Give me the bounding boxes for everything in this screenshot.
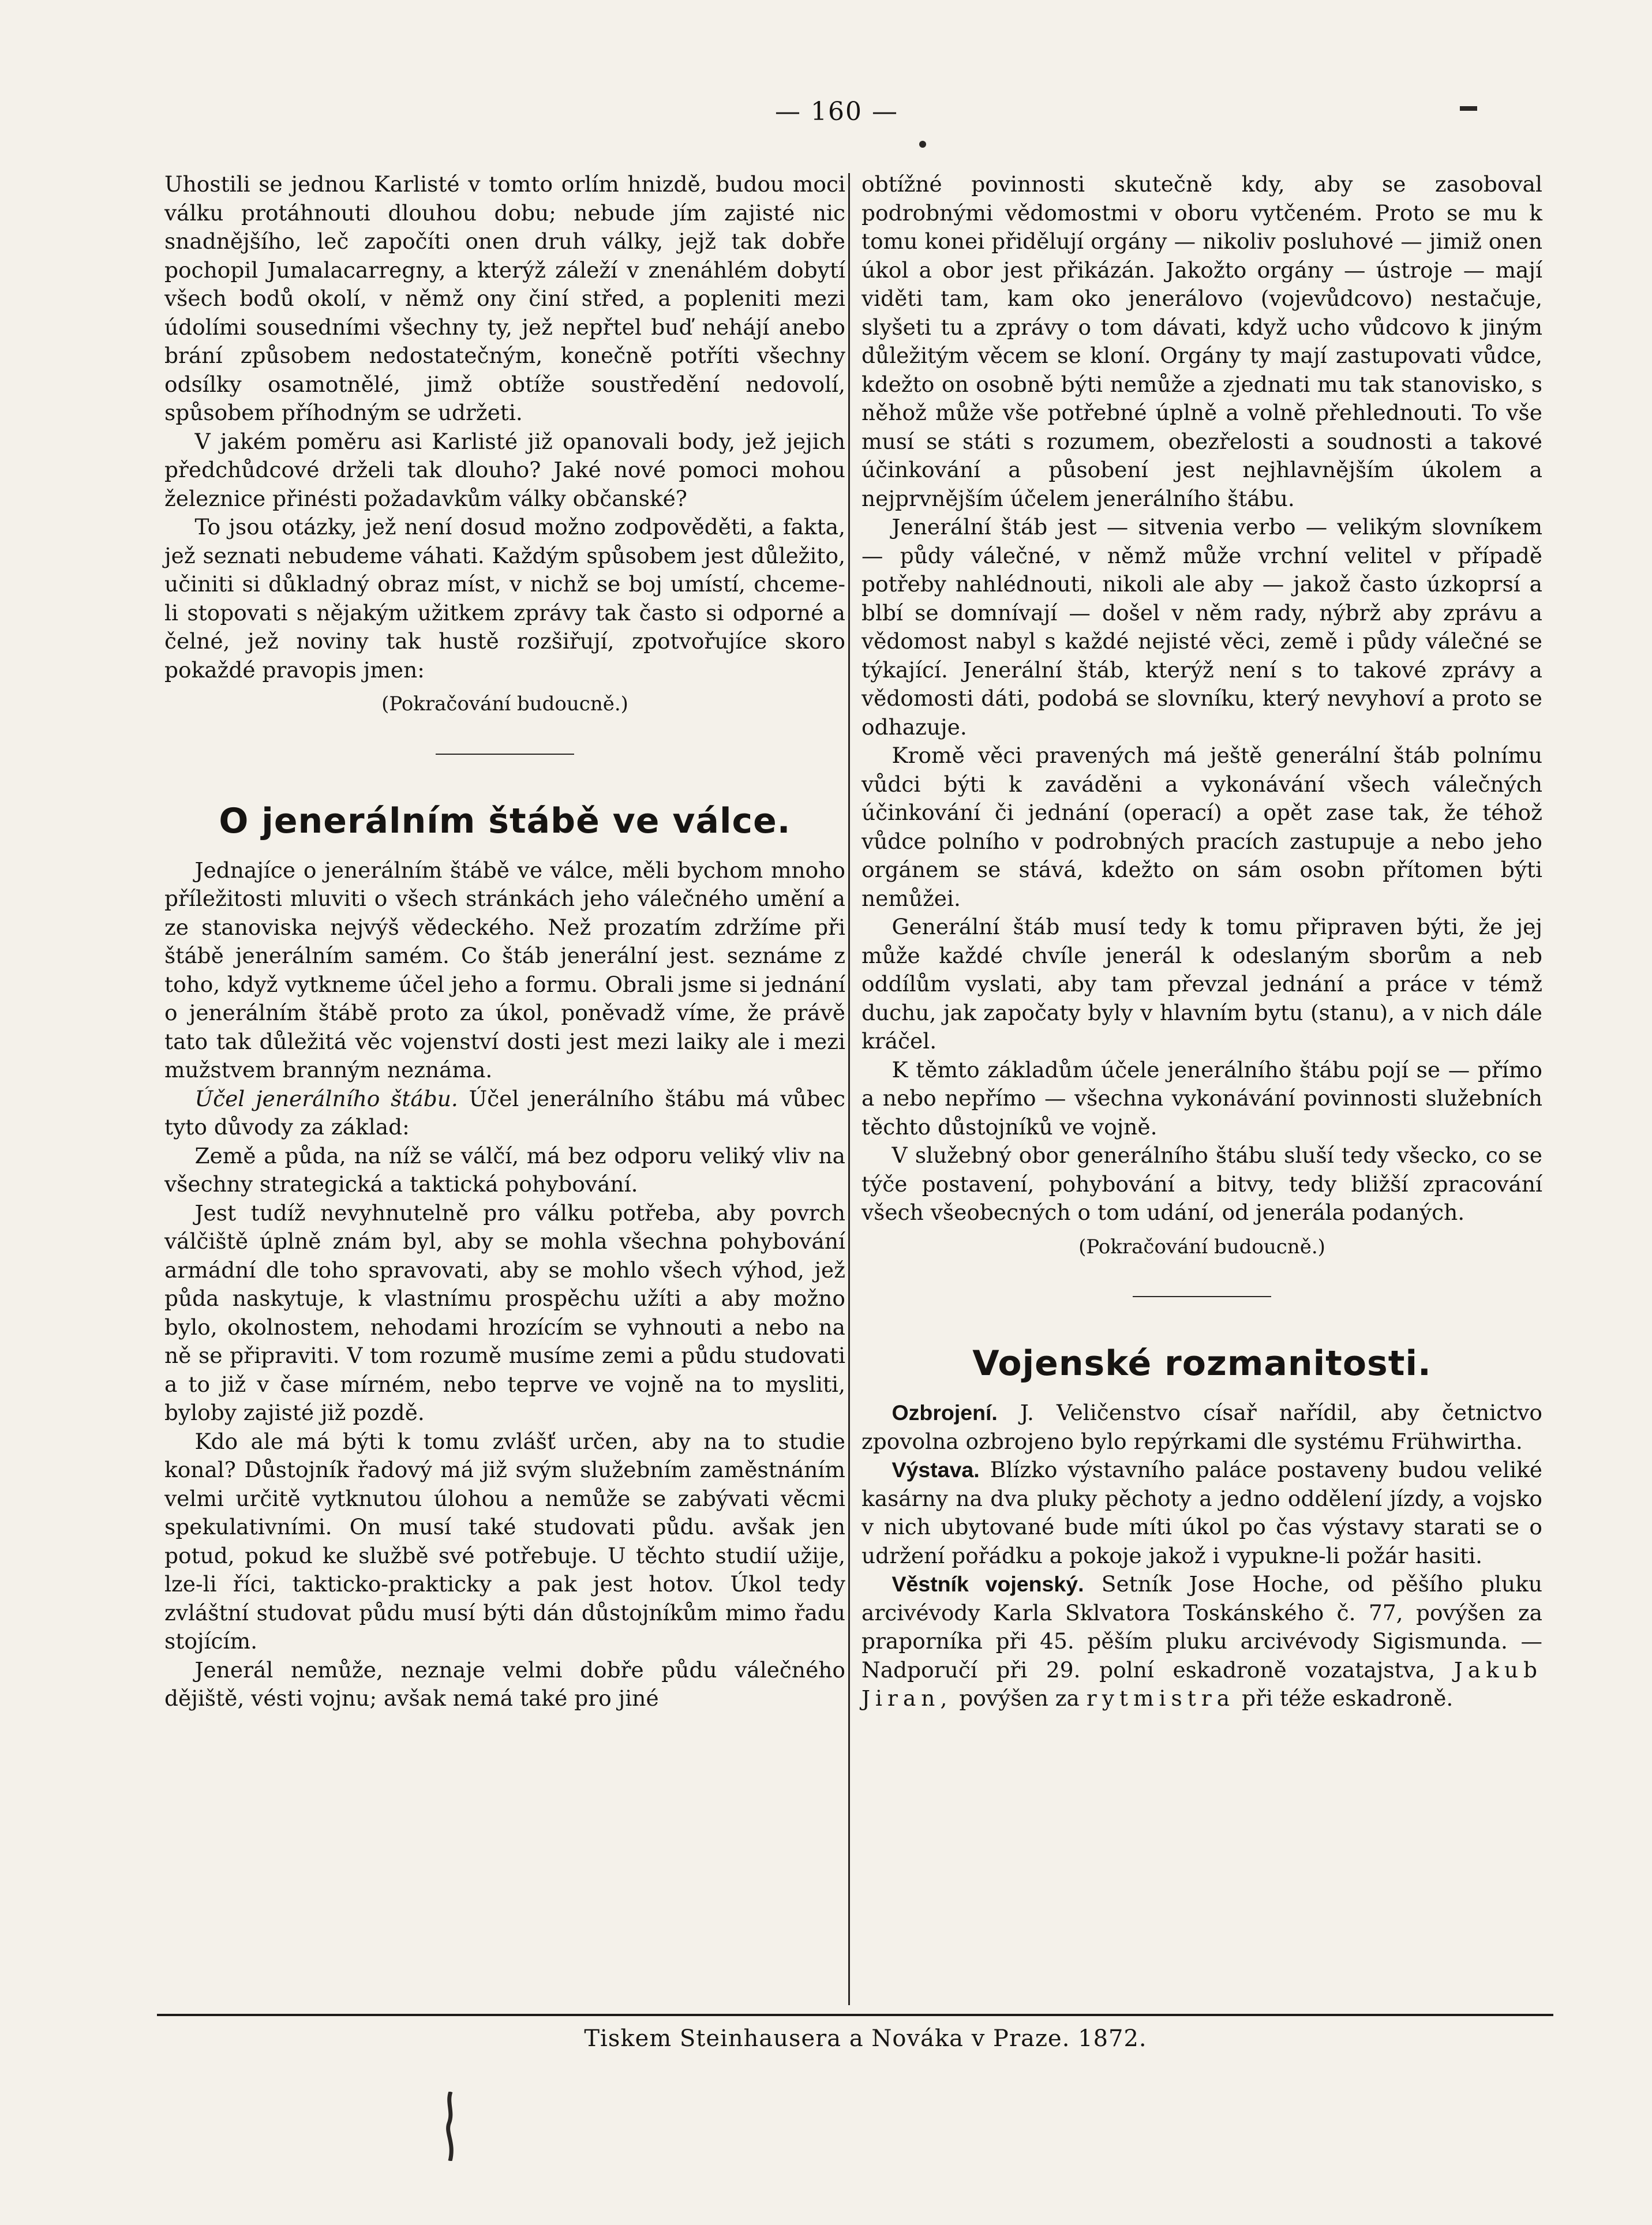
paragraph: Kdo ale má býti k tomu zvlášť určen, aby na to studie konal? Důstojník řadový má již svým služebním zaměstnáním velmi určitě vytknutou úlohou a nemůže se zabývati věcmi spekulativními. On musí také studovati půdu. avšak jen potud, pokud ke službě své potřebuje. U těchto studií užije, lze-li říci, takticko-prakticky a pak jest hotov. Úkol tedy zvláštní studovat půdu musí býti dán důstojníkům mimo řadu stojícím. xyxy=(164,1428,845,1654)
person-name: Jakub Jiran, xyxy=(861,1657,1542,1711)
left-column xyxy=(164,170,845,1713)
notice-text: při téže eskadroně. xyxy=(1242,1685,1454,1711)
section-divider xyxy=(436,754,574,755)
paragraph: K těmto základům účele jenerálního štábu pojí se — přímo a nebo nepřímo — všechna vykonávání povinnosti služebních těchto důstojníků ve vojně. xyxy=(861,1057,1542,1140)
paragraph: Země a půda, na níž se válčí, má bez odporu veliký vliv na všechny strategická a taktická pohybování. xyxy=(164,1143,845,1197)
purpose-heading: Účel jenerálního štábu. xyxy=(194,1085,458,1111)
paragraph: Generální štáb musí tedy k tomu připraven býti, že jej může každé chvíle jenerál k odeslaným sborům a neb oddílům vyslati, aby tam převzal jednání a práce v témž duchu, jak započaty byly v hlavním bytu (stanu), a v nich dále kráčel. xyxy=(861,914,1542,1054)
notice-text: Blízko výstavního paláce postaveny budou veliké kasárny na dva pluky pěchoty a jedno oddělení jízdy, a vojsko v nich ubytované bude míti úkol po čas výstavy starati se o udržení pořádku a pokoje jakož i vypukne-li požár hasiti. xyxy=(861,1457,1542,1568)
misc-title: Vojenské rozmanitosti. xyxy=(972,1343,1432,1384)
notice xyxy=(861,1456,1542,1570)
article-title: O jenerálním štábě ve válce. xyxy=(219,800,791,841)
continuation-note: (Pokračování budoucně.) xyxy=(381,692,628,716)
page-number: — 160 — xyxy=(775,97,898,126)
right-column xyxy=(861,170,1542,1713)
paragraph: V jakém poměru asi Karlisté již opanovali body, jež jejich předchůdcové drželi tak dlouho? Jaké nové pomoci mohou železnice přinésti požadavkům války občanské? xyxy=(164,428,845,511)
notice-kicker: Ozbrojení. xyxy=(891,1400,998,1425)
section-divider xyxy=(1133,1296,1271,1297)
paragraph-purpose xyxy=(164,1085,845,1142)
paragraph: V služebný obor generálního štábu sluší tedy všecko, co se týče postavení, pohybování a bitvy, tedy bližší zpracování všech všeobecných o tom udání, od jenerála podaných. xyxy=(861,1143,1542,1225)
rank-name: rytmistra xyxy=(1086,1685,1235,1711)
paragraph: obtížné povinnosti skutečně kdy, aby se zasoboval podrobnými vědomostmi v oboru vytčeném. Proto se mu k tomu konei přidělují orgány — nikoliv posluhové — jimiž onen úkol a obor jest přikázán. Jakožto orgány — ústroje — mají viděti tam, kam oko jenerálovo (vojevůdcovo) nestačuje, slyšeti tu a zprávy o tom dávati, když ucho vůdcovo k jiným důležitým věcem se kloní. Orgány ty mají zastupovati vůdce, kdežto on osobně býti nemůže a zjednati mu tak stanovisko, s něhož může vše potřebné úplně a volně přehlednouti. To vše musí se státi s rozumem, obezřelosti a soudnosti a takové účinkování a působení jest nejhlavnějším úkolem a nejprvnějším účelem jenerálního štábu. xyxy=(861,171,1542,511)
paragraph: Kromě věci pravených má ještě generální štáb polnímu vůdci býti k zaváděni a vykonávání všech válečných účinkování či jednání (operací) a opět zase tak, že téhož vůdce polního v podrobných pracích zastupuje a nebo jeho orgánem se stává, kdežto on sám osobn přítomen býti nemůžei. xyxy=(861,743,1542,911)
notice xyxy=(861,1399,1542,1456)
paragraph: Jednajíce o jenerálním štábě ve válce, měli bychom mnoho příležitosti mluviti o všech stránkách jeho válečného umění a ze stanoviska nejvýš vědeckého. Než prozatím zdržíme při štábě jenerálním samém. Co štáb jenerální jest. seznáme z toho, když vytkneme účel jeho a formu. Obrali jsme si jednání o jenerálním štábě proto za úkol, poněvadž víme, že právě tato tak důležitá věc vojenství dosti jest mezi laiky ale i mezi mužstvem branným neznáma. xyxy=(164,857,845,1082)
paragraph: To jsou otázky, jež není dosud možno zodpověděti, a fakta, jež seznati nebudeme váhati. Každým spůsobem jest důležito, učiniti si důkladný obraz míst, v nichž se boj umístí, chceme-li stopovati s nějakým užitkem zprávy tak často si odporné a čelné, jež noviny tak hustě rozšiřují, zpotvořujíce skoro pokaždé pravopis jmen: xyxy=(164,514,845,683)
paragraph: Uhostili se jednou Karlisté v tomto orlím hnizdě, budou moci válku protáhnouti dlouhou dobu; nebude jím zajisté nic snadnějšího, leč započíti onen druh války, jejž tak dobře pochopil Jumalacarregny, a kterýž záleží v znenáhlém dobytí všech bodů okolí, v němž ony činí střed, a popleniti mezi údolími sousedními všechny ty, jež nepřtel buď nehájí anebo brání způsobem nedostatečným, konečně potříti všechny odsílky osamotnělé, jimž obtíže soustředění nedovolí, spůsobem příhodným se udržeti. xyxy=(164,171,845,425)
notice-text: povýšen za xyxy=(959,1685,1080,1711)
column-divider xyxy=(848,173,850,2005)
notice-vestnik xyxy=(861,1570,1542,1713)
footer-rule xyxy=(157,2014,1553,2016)
paragraph: Jest tudíž nevyhnutelně pro válku potřeba, aby povrch válčiště úplně znám byl, aby se mohla všechna pohybování armádní dle toho spravovati, aby se mohlo všech výhod, jež půda naskytuje, k vlastnímu prospěchu užíti a aby možno bylo, okolnostem, nehodami hrozícím se vyhnouti a nebo na ně se připraviti. V tom rozumě musíme zemi a půdu studovati a to již v čase mírném, nebo teprve ve vojně na to mysliti, byloby zajisté již pozdě. xyxy=(164,1200,845,1425)
ink-smudge xyxy=(443,2092,458,2161)
paragraph: Jenerál nemůže, neznaje velmi dobře půdu válečného dějiště, vésti vojnu; avšak nemá také pro jiné xyxy=(164,1657,845,1711)
continuation-note: (Pokračování budoucně.) xyxy=(1078,1235,1325,1258)
notice-text: J. Veličenstvo císař nařídil, aby četnictvo zpovolna ozbrojeno bylo repýrkami dle systému Frühwirtha. xyxy=(861,1400,1543,1454)
notice-kicker: Výstava. xyxy=(891,1458,980,1482)
print-mark xyxy=(1460,106,1477,111)
notice-kicker: Věstník vojenský. xyxy=(891,1572,1084,1596)
purpose-text: Účel jenerálního štábu má vůbec tyto důvody za základ: xyxy=(164,1085,845,1140)
paragraph: Jenerální štáb jest — sitvenia verbo — velikým slovníkem — půdy válečné, v němž může vrchní velitel v případě potřeby nahlédnouti, nikoli ale aby — jakož často úzkoprsí a blbí se domnívají — došel v něm rady, nýbrž aby zprávu a vědomost nabyl s každé nejisté věci, země i půdy válečné se týkající. Jenerální štáb, kterýž není s to takové zprávy a vědomosti dáti, podobá se slovníku, který nevyhoví a proto se odhazuje. xyxy=(861,514,1542,740)
printer-imprint: Tiskem Steinhausera a Nováka v Praze. 1872. xyxy=(584,2025,1147,2052)
ink-dot xyxy=(919,141,926,148)
notice-text: Setník Jose Hoche, od pěšího pluku arcivévody Karla Sklvatora Toskánského č. 77, povýšen za praporníka při 45. pěším pluku arcivévody Sigismunda. — Nadporučí při 29. polní eskadroně vozatajstva, xyxy=(861,1571,1542,1683)
